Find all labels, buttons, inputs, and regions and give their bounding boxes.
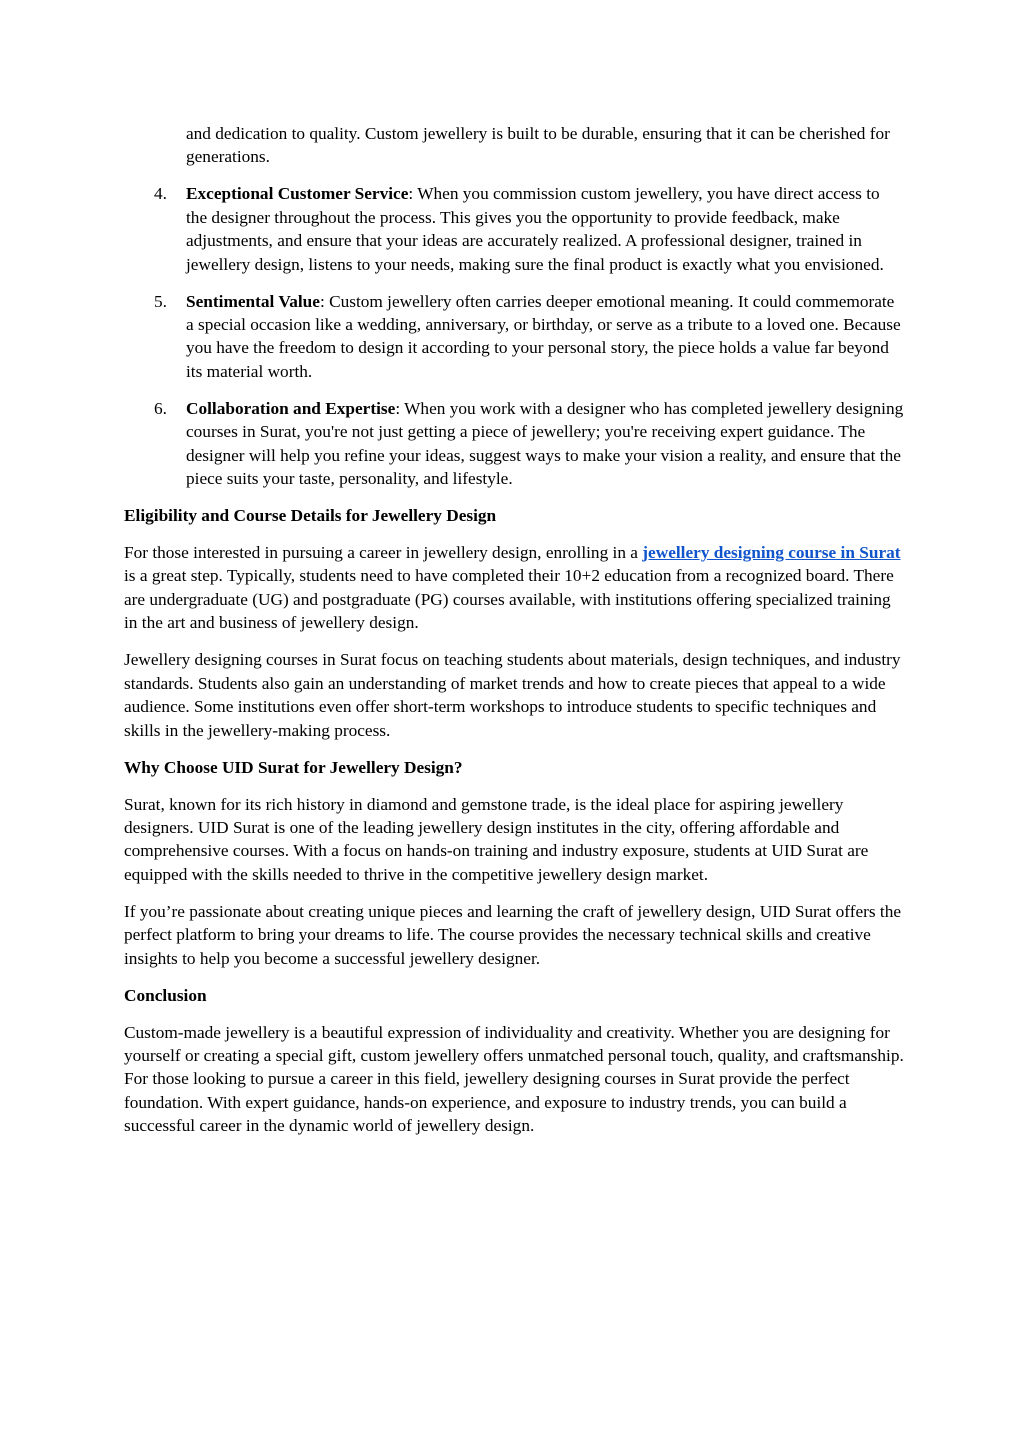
eligibility-heading: Eligibility and Course Details for Jewellery Design (124, 506, 497, 526)
list-number: 6. (154, 398, 167, 418)
list-number: 5. (154, 291, 167, 311)
document-page (124, 122, 904, 1151)
why-uid-paragraph-2: If you’re passionate about creating unique pieces and learning the craft of jewellery design, UID Surat offers the perfect platform to bring your dreams to life. The course provides the necessary technical skills and creative insights to help you become a successful jewellery designer. (124, 901, 902, 968)
list-item-body: : When you commission custom jewellery, you have direct access to the designer throughout the process. This gives you the opportunity to provide feedback, make adjustments, and ensure that your ideas are accurately realized. A professional designer, trained in jewellery design, listens to your needs, making sure the final product is exactly what you envisioned. (186, 184, 884, 274)
list-number: 4. (154, 184, 167, 204)
numbered-list (124, 122, 904, 490)
eligibility-paragraph-1 (124, 541, 904, 635)
eligibility-paragraph-2: Jewellery designing courses in Surat focus on teaching students about materials, design techniques, and industry standards. Students also gain an understanding of market trends and how to create pieces that appeal to a wide audience. Some institutions even offer short-term workshops to introduce students to specific techniques and skills in the jewellery-making process. (124, 650, 901, 740)
list-item-sentimental-value (124, 290, 904, 384)
list-item-continuation (124, 122, 904, 169)
eligibility-text-after-link: is a great step. Typically, students need to have completed their 10+2 education from a recognized board. There are undergraduate (UG) and postgraduate (PG) courses available, with institutions offering specialized training in the art and business of jewellery design. (124, 566, 894, 633)
continuation-text: and dedication to quality. Custom jewellery is built to be durable, ensuring that it can be cherished for generations. (186, 124, 890, 167)
list-item-body: : Custom jewellery often carries deeper emotional meaning. It could commemorate a special occasion like a wedding, anniversary, or birthday, or serve as a tribute to a loved one. Because you have the freedom to design it according to your personal story, the piece holds a value far beyond its material worth. (186, 291, 901, 381)
list-item-collaboration (124, 397, 904, 491)
course-link[interactable]: jewellery designing course in Surat (642, 543, 901, 563)
list-item-customer-service (124, 182, 904, 276)
list-item-title: Collaboration and Expertise (186, 398, 396, 418)
conclusion-heading: Conclusion (124, 985, 207, 1005)
list-item-title: Sentimental Value (186, 291, 320, 311)
why-uid-heading: Why Choose UID Surat for Jewellery Design? (124, 757, 463, 777)
conclusion-paragraph: Custom-made jewellery is a beautiful expression of individuality and creativity. Whether you are designing for yourself or creating a special gift, custom jewellery offers unmatched personal touch, quality, and craftsmanship. For those looking to pursue a career in this field, jewellery designing courses in Surat provide the perfect foundation. With expert guidance, hands-on experience, and exposure to industry trends, you can build a successful career in the dynamic world of jewellery design. (124, 1022, 904, 1136)
eligibility-text-before-link: For those interested in pursuing a career in jewellery design, enrolling in a (124, 543, 643, 563)
why-uid-paragraph-1: Surat, known for its rich history in diamond and gemstone trade, is the ideal place for aspiring jewellery designers. UID Surat is one of the leading jewellery design institutes in the city, offering affordable and comprehensive courses. With a focus on hands-on training and industry exposure, students at UID Surat are equipped with the skills needed to thrive in the competitive jewellery design market. (124, 794, 869, 884)
list-item-body: : When you work with a designer who has completed jewellery designing courses in Surat, you're not just getting a piece of jewellery; you're receiving expert guidance. The designer will help you refine your ideas, suggest ways to make your vision a reality, and ensure that the piece suits your taste, personality, and lifestyle. (186, 398, 904, 489)
list-item-title: Exceptional Customer Service (186, 184, 409, 204)
